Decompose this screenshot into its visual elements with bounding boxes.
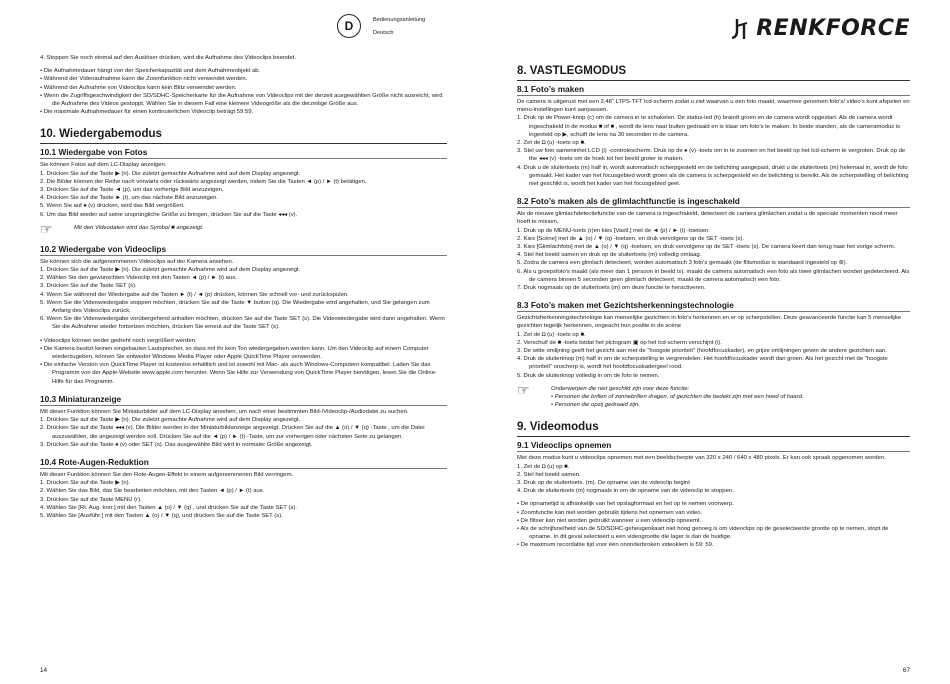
list-item: 4. Druk de sluiterknop (m) half in om de scherpstelling te vergrendelen. Het hoofdfocuskader wordt dan groen. Als het gezicht met de "hoogste prioriteit" onscherp is, wordt het hoofdfocuskadergeel rood. [517,356,888,371]
brand-logo [728,16,910,41]
section-8-2-list [517,227,910,293]
section-8-3-title: 8.3 Foto’s maken met Gezichtsherkenningstechnologie [517,300,910,312]
bullet-item: • Zoomfunctie kan niet worden gebruikt tijdens het opnemen van video. [517,509,703,516]
right-header [517,12,910,60]
note-item: • Personen die opzij gedraaid zijn. [551,402,640,409]
header-meta [373,14,425,40]
list-item: 5. Zodra de camera een glimlach detecteert, worden automatisch 3 foto's gemaakt (de flitsmodus is standaard ingesteld op ⊛). [517,260,848,267]
list-item: 5. Wählen Sie [Ausführ.] mit den Tasten ▲ (o) / ▼ (q), und drücken Sie auf die Taste SET (s). [40,512,283,519]
list-item: 4. Wenn Sie während der Wiedergabe auf die Tasten ► (t) / ◄ (p) drücken, können Sie schnell vor- und zurückspulen. [40,291,349,298]
note-box-right [517,381,910,409]
list-item: 4. Druk u de sluitertoets (m) half in, wordt automatisch scherpgesteld en de belichting aangepast, drukt u de sluitertoets (m) helemaal in, wordt de foto gemaakt. Het kader van het focusgebied wordt groen als de camera is scherpgesteld en de belichting is bereikt. Als de scherpstelling of belichting niet geschikt is, wordt het kader van het focusgebied geel. [517,164,909,188]
section-10-3-intro: Mit dieser Funktion können Sie Miniaturbilder auf dem LC-Display ansehen, um nach einer bestimmten Bild-/Videoclip-/Audiodatei zu suchen. [40,408,409,415]
list-item: 5. Wenn Sie die Videowiedergabe stoppen möchten, drücken Sie auf die Taste ▼ button (q). Die Wiedergabe wird angehalten, und Sie gelangen zum Anfang des Videoclips zurück. [40,299,430,315]
section-10-2-intro: Sie können sich die aufgenommenen Videoclips auf der Kamera ansehen. [40,258,234,265]
list-item: 2. Wählen Sie den gewünschten Videoclip mit den Tasten ◄ (p) / ► (t) aus. [40,275,237,282]
list-item: 1. Drücken Sie auf die Taste ▶ (n). Die zuletzt gemachte Aufnahme wird auf dem Display angezeigt. [40,170,301,177]
list-item: 2. Die Bilder können der Reihe nach vorwärts oder rückwärts angezeigt werden, indem Sie die Tasten ◄ (p) / ► (t) betätigen. [40,178,367,185]
left-header [40,12,447,60]
list-item: 5. Druk de sluiterknop volledig in om de foto te nemen. [517,372,660,379]
note-item: • Personen die brillen of zonnebrillen dragen, of gezichten die bedekt zijn met een hoed of haard. [551,393,804,400]
page-number-right: 67 [902,667,910,674]
bullet-item: • Als de schrijfsnelheid van de SD/SDHC-geheugenkaart niet hoog genoeg is om videoclips op de geselecteerde grootte op te nemen, stopt de opname. In dit geval selecteert u een videogrootte die lager is dan de huidige. [517,525,889,541]
list-item: 2. Kies [Scène] met de ▲ (o) / ▼ (q) -toetsen, en druk vervolgens op de SET -toets (s). [517,235,744,242]
list-item: 7. Druk nogmaals op de sluitertoets (m) om deze functie te heractiveren. [517,285,706,292]
note-title: Onderwerpen die niet geschikt zijn voor deze functie: [551,385,690,392]
section-8-1-title: 8.1 Foto’s maken [517,84,910,96]
section-10-1-intro: Sie können Fotos auf dem LC-Display anzeigen. [40,162,167,169]
list-item: 1. Druk op de MENU-toets (r)en kies [Vastl.] met de ◄ (p) / ► (t) -toetsen. [517,227,710,234]
section-10-2-list [40,266,447,332]
note-box [40,220,447,237]
bullet-item: • Die Aufnahmedauer hängt von der Speicherkapazität und dem Aufnahmeobjekt ab. [40,68,261,75]
list-item: 5. Wenn Sie auf ♠ (v) drücken, wird das Bild vergrößert. [40,203,185,210]
section-9-1-intro: Met deze modus kunt u videoclips opnemen met een beeldscherpte van 320 x 240 / 640 x 480 pixels. Er kan ook spraak opgenomen worden. [517,455,886,462]
section-10-4-list [40,479,447,520]
section-9-1-list [517,463,910,496]
list-item: 3. Drücken Sie auf die Taste ♠ (v) oder SET (s). Das ausgewählte Bild wird in normaler Größe angezeigt. [40,441,313,448]
hand-pointer-icon: ☞ [40,220,53,237]
section-8-2-intro: Als de nieuwe glimlachdetectiefunctie van de camera is ingeschakeld, detecteert de camera glimlachen zodat u de speciale momenten nooit meer hoeft te missen. [517,211,898,226]
bullet-item: • Die maximale Aufnahmedauer für einen kontinuierlichen Videoclip beträgt 59:59. [40,109,254,116]
list-item: 4. Drücken Sie auf die Taste ► (t), um das nächste Bild anzuzeigen. [40,195,218,202]
section-8-1-list [517,114,910,188]
list-item: 3. Drücken Sie auf die Taste SET (s). [40,283,137,290]
right-page [475,0,950,684]
section-8-1-intro: De camera is uitgerust met een 2,48” LTPS-TFT lcd-scherm zodat u ziet waarvan u een foto maakt, waarmee genomen foto's/ video's kunt afspelen en menu-instellingen kunt aanpassen. [517,99,910,114]
note-text: Mit den Videodaten wird das Symbol ■ angezeigt. [74,224,204,231]
list-item: 2. Drücken Sie auf die Taste ◂◂◂ (v). Die Bilder werden in der Miniaturbildanzeige angezeigt. Drücken Sie auf die ▲ (o) / ▼ (q) -Taste , um die Datei auszuwählen, die angezeigt werden soll. Drücken Sie auf die ◄ (p) / ► (t) -Taste, um zur vorherigen oder nächsten Seite zu gelangen. [40,425,425,440]
list-item: 3. Kies [Glimlachfoto] met de ▲ (o) / ▼ (q) -toetsen, en druk vervolgens op de SET -toets (s). De camera keert dan terug naar het vorige scherm. [517,244,896,251]
section-10-1-list [40,170,447,219]
list-item: 2. Stel het beeld samen. [517,471,581,478]
manual-label: Bedienungsanleitung [373,17,426,23]
list-item: 1. Zet de ◘ (u) op ■. [517,463,570,470]
bullet-item: • Die Kamera besitzt keinen eingebauten Lautsprecher, so dass mit ihr kein Ton wiedergegeben werden kann. Um den Videoclip auf einem Computer wiederzugeben, können Sie entweder Windows Media Player oder Apple QuickTime Player verwenden. [40,345,429,361]
section-10-2-bullets [40,337,447,386]
bullet-item: • Während der Aufnahme von Videoclips kann kein Blitz verwendet werden. [40,84,237,91]
list-item: 3. Druk op de sluitertoets. (m). De opname van de videoclip begint [517,479,690,486]
list-item: 1. Drücken Sie auf die Taste ▶ (n). Die zuletzt gemachte Aufnahme wird auf dem Display angezeigt. [40,267,301,274]
section-10-title: 10. Wiedergabemodus [40,127,447,144]
section-10-1-title: 10.1 Wiedergabe von Fotos [40,147,447,159]
section-8-title: 8. VASTLEGMODUS [517,64,910,81]
list-item: 1. Drücken Sie auf die Taste ▶ (n). [40,480,131,487]
intro-bullets [40,67,447,116]
section-10-2-title: 10.2 Wiedergabe von Videoclips [40,244,447,256]
brand-mark-icon [728,17,750,41]
list-item: 1. Zet de ◘ (u) -toets op ■. [517,331,586,338]
language-badge: D [337,14,361,38]
page-number-left: 14 [40,667,48,674]
section-8-3-intro: Gezichtsherkenningstechnologie kan menselijke gezichten in foto's herkennen en er op scherpstellen. Deze geavanceerde functie kan 5 menselijke gezichten tegelijk herkennen, ongeacht hun positie in de scène [517,315,901,330]
note-items [551,393,804,409]
list-item: 3. Stel uw foto sameninhet LCD (i) -controlescherm. Druk op de ♠ (v) -toets om in te zoomen en het beeld op het lcd-scherm te vergroten. Druk op de the ◂◂◂ (v) -toets om de hoek tot het beeld groter te maken. [517,148,906,163]
list-item: 3. De witte omlijning geeft het gezicht aan met de "hoogste prioriteit" (hoofdfocuskader), en grijze omlijningen geven de andere gezichten aan. [517,348,887,355]
section-9-1-title: 9.1 Videoclips opnemen [517,440,910,452]
list-item: 4. Druk de sluitertoets (m) nogmaals in om de opname van de videoclip te stoppen. [517,488,734,495]
bullet-item: • Die einfache Version von QuickTime Player ist kostenlos erhältlich und ist sowohl mit Mac- als auch Windows-Computern kompatibel. Laden Sie das Programm von der Apple-Website www.apple.com herunter. Wenn Sie Hilfe zur Verwendung von QuickTime Player benötigen, lesen Sie die Online-Hilfe für das Programm. [40,362,437,385]
section-8-2-title: 8.2 Foto’s maken als de glimlachtfunctie is ingeschakeld [517,196,910,208]
list-item: 4. Stel het beeld samen en druk op de sluitertoets (m) volledig omlaag. [517,252,702,259]
list-item: 6. Wenn Sie die Videowiedergabe vorübergehend anhalten möchten, drücken Sie auf die Taste SET (s). Die Videowiedergabe wird dann angehalten. Wenn Sie die Aufnahme wieder fortsetzen möchten, drücken Sie erneut auf die Taste SET (s). [40,316,445,331]
hand-pointer-icon: ☞ [517,381,530,398]
bullet-item: • Wenn die Zugriffsgeschwindigkeit der SD/SDHC-Speicherkarte für die Aufnahme von Videoclips mit der derzeit ausgewählten Größe nicht ausreicht, wird die Aufnahme des Videos gestoppt. Wählen Sie in diesem Fall eine kleinere Videogröße als die derzeitige Größe aus. [40,92,443,108]
section-10-4-intro: Mit dieser Funktion können Sie den Rote-Augen-Effekt in einem aufgenommenen Bild verringern. [40,471,294,478]
section-10-3-title: 10.3 Miniaturanzeige [40,394,447,406]
bullet-item: • De flitser kan niet worden gebruikt wanneer u een videoclip opneemt. [517,517,702,524]
section-9-title: 9. Videomodus [517,420,910,437]
section-9-1-bullets [517,500,910,549]
bullet-item: • Videoclips können weder gedreht noch vergrößert werden. [40,337,197,344]
list-item: 4. Wählen Sie [Rt. Aug. korr.] mit den Tasten ▲ (o) / ▼ (q) , und drücken Sie auf die Taste SET (s). [40,504,297,511]
bullet-item: • Während der Videoaufnahme kann die Zoomfunktion nicht verwendet werden. [40,76,248,83]
section-10-4-title: 10.4 Rote-Augen-Reduktion [40,457,447,469]
bullet-item: • De opnametijd is afhankelijk van het opslagformaat en het op te nemen voorwerp. [517,501,734,508]
list-item: 3. Drücken Sie auf die Taste MENU (r). [40,496,142,503]
list-item: 3. Drücken Sie auf die Taste ◄ (p), um das vorherige Bild anzuzeigen. [40,187,224,194]
brand-name: RENKFORCE [756,16,910,41]
list-item: 2. Verschuif de ■ -toets totdat het pictogram ▣ op het lcd-scherm verschijnt (i). [517,339,722,346]
intro-item: 4. Stoppen Sie noch einmal auf den Auslöser drücken, wird die Aufnahme des Videoclips beendet. [40,55,296,61]
list-item: 6. Als u groepsfoto's maakt (als meer dan 1 persoon in beeld is), maakt de camera automatisch een foto als twee glimlachen worden gedetecteerd. Als de camera binnen 5 seconden geen glimlach detecteert, maakt de camera automatisch een foto. [517,268,910,283]
list-item: 6. Um das Bild wieder auf seine ursprüngliche Größe zu bringen, drücken Sie auf die Taste ◂◂◂ (v). [40,211,298,218]
section-8-3-list [517,331,910,380]
list-item: 1. Druk op de Power-knop (c) om de camera in te schakelen. De status-led (h) brandt groen en de camera wordt opgestart. Als de camera wordt ingeschakeld in de modus ■ of ■ , wordt de lens naar buiten gedraaid en is klaar om foto's te maken. In beide standen, als de cameramodus is ingesteld op ▶, schuift de lens na 30 seconden in de camera. [517,115,901,138]
list-item: 1. Drücken Sie auf die Taste ▶ (n). Die zuletzt gemachte Aufnahme wird auf dem Display angezeigt. [40,417,301,424]
list-item: 2. Zet de ◘ (u) -toets op ■. [517,140,586,147]
bullet-item: • De maximum recordable tijd voor één ononderbroken videoklem is 59: 59. [517,542,714,549]
language-label: Deutsch [373,30,394,36]
list-item: 2. Wählen Sie das Bild, das Sie bearbeiten möchten, mit den Tasten ◄ (p) / ► (t) aus. [40,488,265,495]
section-10-3-list [40,416,447,449]
